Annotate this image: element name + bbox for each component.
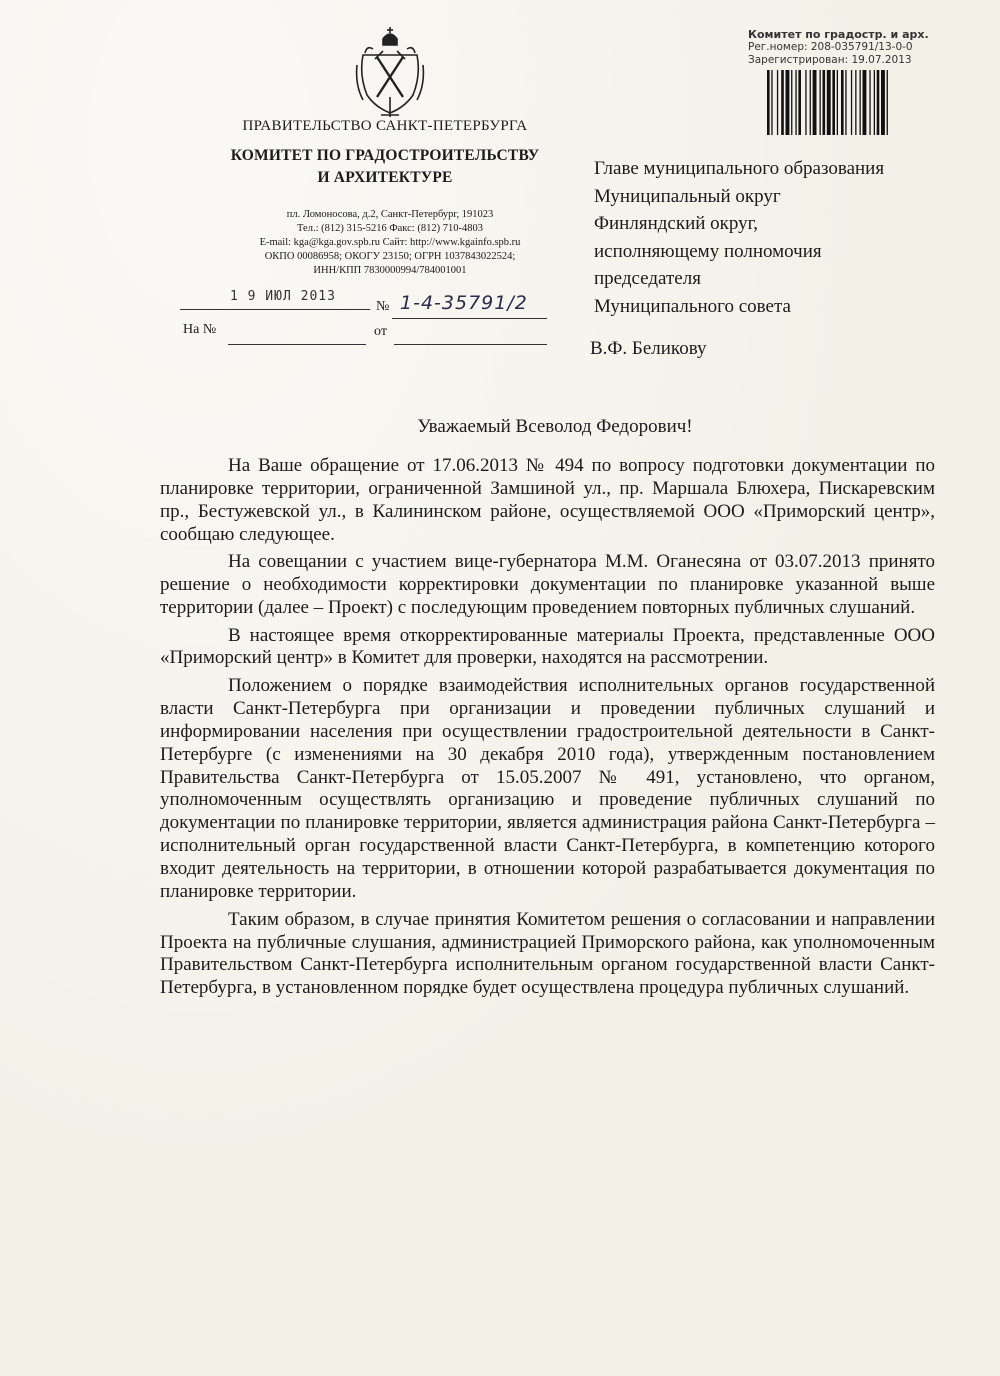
- email-site: E-mail: kga@kga.gov.spb.ru Сайт: http://www.kgainfo.spb.ru: [259, 237, 521, 248]
- recipient-name: В.Ф. Беликову: [590, 338, 707, 359]
- reference-number-line: [228, 330, 366, 345]
- recipient-block: [594, 155, 974, 320]
- coat-of-arms-icon: [355, 25, 425, 120]
- body-paragraph: На Ваше обращение от 17.06.2013 № 494 по вопросу подготовки документации по планировке территории, ограниченной Замшиной ул., пр. Маршала Блюхера, Пискаревским пр., Бестужевской ул., в Калининском районе, осуществляемой ООО «Приморский центр», сообщаю следующее.: [160, 455, 935, 545]
- recipient-line: Главе муниципального образования: [594, 158, 885, 179]
- body-paragraph: Положением о порядке взаимодействия исполнительных органов государственной власти Санкт-Петербурга при организации и проведении публичных слушаний и информировании населения при осуществлении градостроительной деятельности в Санкт-Петербурге (с изменениями на 30 декабря 2010 года), утвержденным постановлением Правительства Санкт-Петербурга от 15.05.2007 № 491, установлено, что органом, уполномоченным осуществлять организацию и проведение публичных слушаний по документации по планировке территории, является администрация района Санкт-Петербурга – исполнительный орган государственной власти Санкт-Петербурга, в компетенцию которого входит деятельность на территории, в отношении которой разрабатывается документация по планировке территории.: [160, 674, 935, 903]
- body-paragraph: На совещании с участием вице-губернатора М.М. Оганесяна от 03.07.2013 принято решение о необходимости корректировки документации по планировке указанной выше территории (далее – Проект) с последующим проведением повторных публичных слушаний.: [160, 551, 935, 619]
- outgoing-number: 1-4-35791/2: [400, 292, 528, 314]
- organization-header: [150, 118, 620, 189]
- recipient-line: исполняющему полномочия: [594, 240, 822, 262]
- outgoing-date: 1 9 ИЮЛ 2013: [230, 289, 336, 304]
- recipient-line: Муниципального совета: [594, 295, 791, 317]
- registration-stamp: [748, 28, 929, 67]
- recipient-line: Муниципальный округ: [594, 185, 781, 207]
- inn-kpp: ИНН/КПП 7830000994/784001001: [313, 265, 467, 276]
- okpo-ogrn: ОКПО 00086958; ОКОГУ 23150; ОГРН 1037843022524;: [264, 251, 516, 262]
- body-paragraph: Таким образом, в случае принятия Комитетом решения о согласовании и направлении Проекта на публичные слушания, администрацией Приморского района, как уполномоченным Правительством Санкт-Петербурга исполнительным органом государственной власти Санкт-Петербурга, в установленном порядке будет осуществлена процедура публичных слушаний.: [160, 908, 935, 999]
- letter-body: [160, 455, 935, 1005]
- recipient-line: Финляндский округ,: [594, 213, 759, 234]
- stamp-reg-number: Рег.номер: 208-035791/13-0-0: [748, 41, 913, 53]
- reference-number-label: На №: [183, 322, 217, 337]
- address: пл. Ломоносова, д.2, Санкт-Петербург, 191023: [286, 209, 494, 220]
- contact-info: [210, 208, 570, 278]
- salutation: Уважаемый Всеволод Федорович!: [417, 416, 693, 437]
- government-name: ПРАВИТЕЛЬСТВО САНКТ-ПЕТЕРБУРГА: [242, 118, 528, 134]
- number-label: №: [376, 299, 390, 314]
- committee-name-line1: КОМИТЕТ ПО ГРАДОСТРОИТЕЛЬСТВУ: [230, 147, 540, 164]
- reference-date-label: от: [374, 324, 387, 339]
- body-paragraph: В настоящее время откорректированные материалы Проекта, представленные ООО «Приморский центр» в Комитет для проверки, находятся на рассмотрении.: [160, 624, 935, 669]
- reference-date-line: [394, 330, 547, 345]
- barcode-icon: [765, 70, 965, 135]
- stamp-registered-date: Зарегистрирован: 19.07.2013: [748, 54, 912, 66]
- recipient-line: председателя: [594, 268, 701, 289]
- stamp-committee: Комитет по градостр. и арх.: [748, 28, 929, 41]
- phone-fax: Тел.: (812) 315-5216 Факс: (812) 710-4803: [297, 223, 483, 234]
- committee-name-line2: И АРХИТЕКТУРЕ: [317, 169, 453, 186]
